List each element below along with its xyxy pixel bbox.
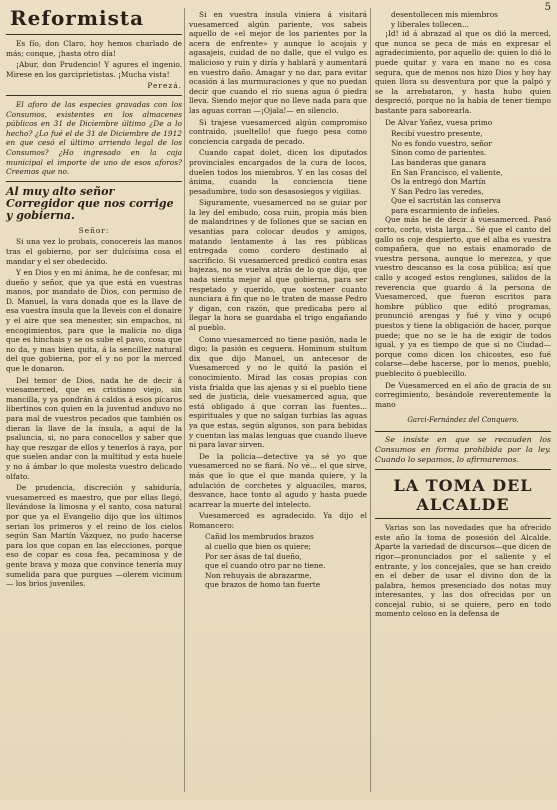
verse-line: que brazos de homo tan fuerte	[205, 580, 321, 590]
verse-line: desentollecen mis miembros	[391, 10, 498, 19]
paragraph: Como vuesamerced no tiene pasión, nada le digo; la pasión es ceguera. Hominum stultum dix que dijo Manuel, un antecesor de Vuesamerced y no le quitó la pasión el conocimiento. Mirad las cosas propias con vista frialda que las ajenas y si el pueblo tiene sed de justicia, dele vuesamerced agua, que está obligado á que corran las fuentes... espirituales y que no salgan turbias las aguas ya que estas, según algunos, son para bebidas y cuentan las malas lenguas que cuando llueve ni para lavar sirven.	[189, 334, 367, 450]
notice-box	[375, 431, 551, 470]
article-headline: LA TOMA DEL ALCALDE	[393, 476, 533, 515]
verse-line: Que el sacristán las conserva	[391, 196, 501, 206]
salutation: Señor:	[78, 225, 110, 235]
column-3	[375, 10, 551, 810]
verse-block	[375, 129, 551, 215]
paragraph: Si trajese vuesamerced algún compromiso contraido, ¡sueltello! que fuego pesa como conciencia cargada de pecado.	[189, 117, 367, 146]
paragraph: Es fío, don Claro, hoy hemos charlado de más; conque, ¡hasta otro día!	[6, 39, 182, 58]
paragraph: De Vuesamerced en el año de gracia de su corregimiento, besándole reverentemente la mano	[375, 380, 551, 409]
paragraph: Varias son las novedades que ha ofrecido este año la toma de posesión del Alcalde. Aparte la variedad de discursos—que dicen de rigor—pronunciados por el saliente y el entrante, y los concejales, que se han creido en el deber de usar el divino don de la palabra, hemos presenciado dos notas muy interesantes, y las dos ofrecidas por un concejal rubio, si se quiere, pero en todo momento celoso en la defensa de	[375, 523, 551, 619]
verse-line: y liberales tollecen...	[391, 19, 470, 29]
paragraph: De prudencia, discreción y sabiduría, vuesamerced es maestro, que por ellas llegó, llevándose la limosna y el santo, cosa natural por que ya el Evangelio dijo que los últimos serian los primeros y el reino de los cielos según San Martín Vázquez, no pudo hacerse para los que copan en las elecciones, porque eso de copar es cosa fea, pecaminosa y de gente brava y moza que convince tenería muy sumelida para que purgues —olerem vicinum— los brios juveniles.	[6, 483, 182, 589]
verse-line: al cuello que bien os quiere;	[205, 542, 311, 552]
notice-text: Se insiste en que se recauden los Consumos en forma prohibida por la ley. Cuando lo sepamos, lo afirmaremos.	[375, 435, 551, 464]
verse-line: Recibí vuestro presente,	[391, 129, 483, 139]
verse-line: que el cuando otro par no tiene.	[205, 561, 326, 571]
verse-block	[189, 532, 367, 590]
verse-line: No es fondo vuestro, señor	[391, 138, 492, 148]
paragraph: De la policía—detective ya sé yo que vuesamerced no se fiará. No vé... el que sirve, más que lo que el que manda quiere, y la adulación de corchetes y alguaciles, maros, desvance, hace tonto al agudo y hasta puede acarrear la muerte del intelecto.	[189, 451, 367, 509]
divider	[375, 518, 551, 519]
paragraph: Que más he de decir á vuesamerced. Pasó corto, corto, vista larga... Sé que el canto del gallo os coje despierto, que el alba es vuestra compañera, que no estais enamorado de vuestra persona, aunque lo merezca, y que vuestro descanso es la cosa pública; así que callo y acoged estos renglones, salidos de la reverencia que guardo á la persona de Vuesamerced, que fueron escritos para hombre público que editó programas, pronunció arengas y fué y vino y ocupó puestos y tiene la obligación de hacer, porque puede; que no se le ha de exigir de todos igual, y ya es tiempo de que si no Ciudad—porque como dicen los chicostes, eso fué colarse—debe hacerse, por lo menos, pueblo, pueblecito ó pueblecillo.	[375, 215, 551, 378]
column-divider	[370, 8, 371, 792]
paragraph: Siguramente, vuesamerced no se guiar por la ley del embudo, cosa ruin, propia más bien de malandrines y de follones que se sacian en vesantias para colocar deudos y amigos, matando lentamente á las res públicas entregada como cordero destinado al sacrificio. Si vuesamerced predicó contra esas bajezas, no se vuelva atrás de lo que dijo, que nada sienta mejor al que gobierna, para ser respetado y querido, que sostener cuanto aunciara á fin que no le traten de masse Pedro y digan, con razón, que predicaba pero al llegar la hora se guardaba el trigo engañando al pueblo.	[189, 198, 367, 332]
signature: Perezá.	[147, 81, 182, 91]
verse-line: Non rehuyais de abrazarme,	[205, 570, 312, 580]
verse-line: Sinon como de parientes.	[391, 148, 487, 158]
paragraph: ¡Abur, don Prudencio! Y agures el ingenio. Mirese en los garciprietistas. ¡Mucha vista!	[6, 60, 182, 79]
verse-line: En San Francisco, el valiente,	[391, 167, 503, 177]
masthead: Reformista	[6, 0, 182, 35]
paragraph: ¡Id! id á abrazad al que os dió la merced, que nunca se peca de más en expresar el agradecimiento, por aquello de: quien lo dió lo puede quitar y vara en mano no es cosa segura, que de menos nos hizo Dios y hoy hay quien llora su desventura por que la palpó y se la arrebataron, y hasta hubo quien despreció, porque no la había de tener tiempo bastante para saborearla.	[375, 29, 551, 115]
verse-line: Las banderas que ganara	[391, 157, 486, 167]
column-2	[189, 10, 367, 810]
verse-line: Cañid los membrudos brazos	[205, 532, 314, 542]
paragraph: Del temor de Dios, nada he de decir á vuesamerced, que es cristiano viejo, sin mancilla, y ya pondrán á caldos á esos pícaros libertinos con quien en la juventud anduvo no para mal de vuestros pecados que también os dieran la llave de la ínsula, a aquí de la psaluncia, si, no para conocellos y saber que hay que reszgar de ellos y tenerlos á raya, por que suelen andar con la multitud y esta huele y no á ámbar lo que molesta vuestro delicado olfato.	[6, 375, 182, 481]
editorial-note: El aforo de las especies gravadas con los Consumos, existentes en los almacenes públicos en 31 de Diciembre último ¿De a lo hecho? ¿Lo fué el de 31 de Diciembre de 1912 en que cesó el último arriendo legal de los Consumos? ¿Ho ingresado en la caja municipal el importe de uno de esos aforos? Creemos que no.	[6, 99, 182, 177]
column-1	[6, 0, 182, 800]
article-headline: Al muy alto señor Corregidor que nos corrige y gobierna.	[6, 184, 174, 222]
divider	[6, 181, 182, 182]
page-number: 5	[544, 2, 551, 13]
verse-line: Por ser ásas de tal dueño,	[205, 551, 302, 561]
paragraph: Vuesamerced es agradecido. Ya dijo el Romancero:	[189, 511, 367, 530]
paragraph: De Alvar Yañez, vuesa primo	[385, 117, 493, 127]
verse-line: Y San Pedro las veredes,	[391, 186, 484, 196]
signature: Garci-Fernández del Conquero.	[407, 416, 519, 425]
verse-line: para escarmiento de infieles.	[391, 205, 500, 215]
paragraph: Cuando capat dolet, dicen los diputados provinciales encargados de la cura de locos, duelen todos los miembros. Y en las cosas del ánima, cuando la conciencia tiene pesadumbre, todo son desasosiegos y vigilias.	[189, 148, 367, 196]
paragraph: Si en vuestra ínsula viniera á visitará vuesamerced algún pariente, vos sabeis aquello de «el mejor de los parientes por la acera de enfrente» y aunque lo acojais y agasajeis, cuidad de no dalle, que el vulgo es malicioso y ruin y diría y hablará y aumentará en vuestro daño. Amagar y no dar, para evitar ocasión á las murmuraciones y que no puedan decir que cuando el río suena agua ó piedra lleva. Siendo mejor que no lleve nada para que las aguas corran —¡Ojala!— en silencio.	[189, 10, 367, 115]
column-divider	[184, 8, 185, 792]
paragraph: Si una vez lo probais, conocereis las manos tras el gobierno, por ser dulcísima cosa el mandar y el ser obedecido.	[6, 237, 182, 266]
divider	[6, 95, 182, 96]
verse-line: Os la entregó don Martín	[391, 177, 486, 187]
paragraph: Y en Dios y en mi ánima, he de confesar, mi dueño y señor, que ya que está en vuestras manos, por mandato de Dios, con permiso de D. Manuel, la vara donada que es la llave de esa vuestra ínsula que la lleveis con el donaire y el aire que sea menester, sin empachos, ni encogimientos, para que la malicia no diga que es hinchais y se os sube el pavo, cosa que no da, y mas bien quita, á la sencillez natural del que gobierna, por el y no por la merced que le donaron.	[6, 268, 182, 374]
